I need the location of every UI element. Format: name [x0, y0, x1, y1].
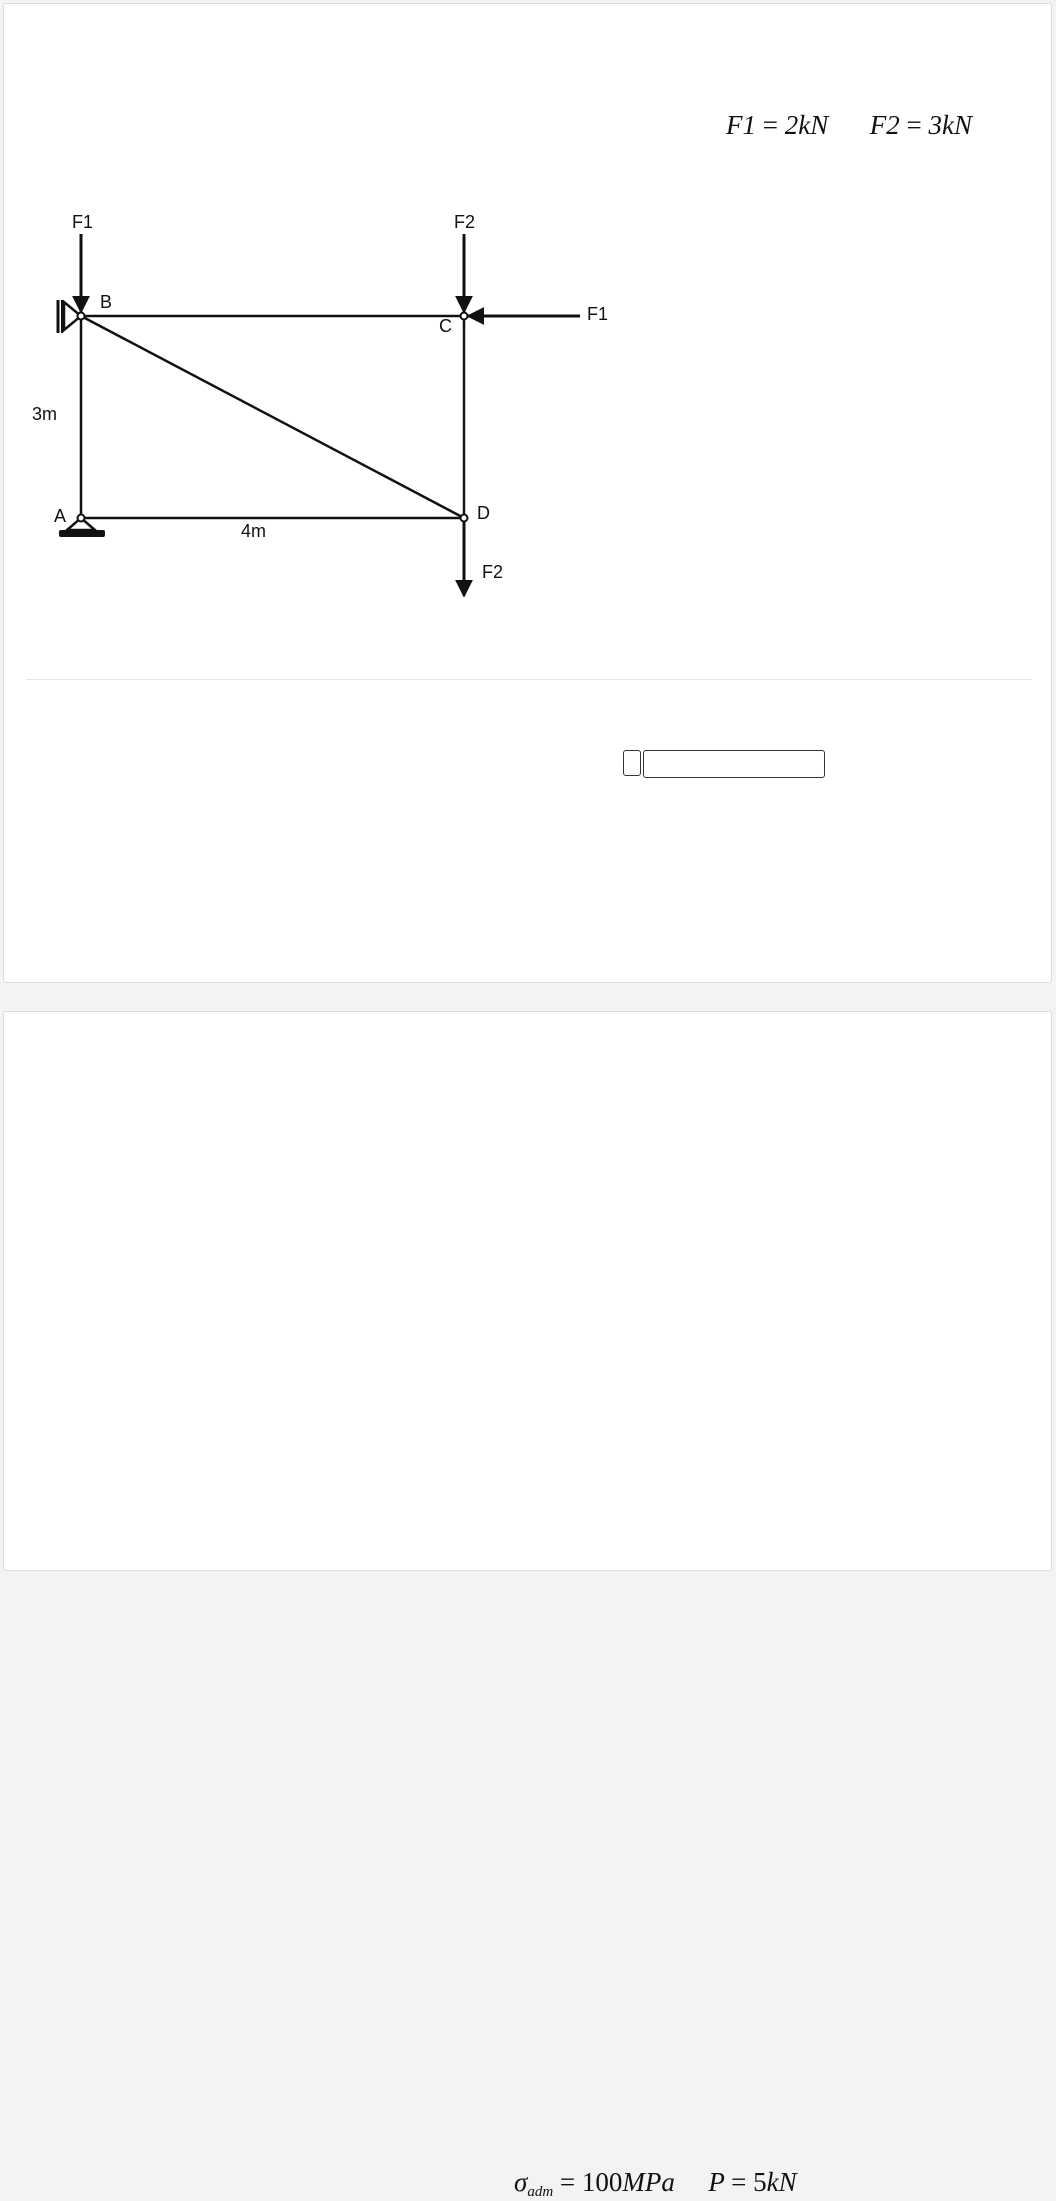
truss-members [81, 316, 464, 518]
problem-card-1 [3, 3, 1052, 983]
label-node-a: A [54, 506, 67, 526]
label-node-b: B [100, 292, 113, 312]
answer-widget [623, 750, 825, 778]
given-stress-load-equation: $\sigma_{adm} = 100MPa$ P = 5kN [514, 2167, 797, 2200]
label-f2-bottom: F2 [482, 562, 504, 582]
label-f1-right: F1 [587, 304, 609, 324]
joint-c [461, 313, 468, 320]
sigma-symbol: σ [514, 2167, 528, 2197]
sigma-value-number: 100 [581, 2167, 623, 2197]
joint-d [461, 515, 468, 522]
p-value-number: 5 [753, 2167, 767, 2197]
f2-value: 3kN [928, 110, 972, 140]
given-forces-equation: F1 = 2kN F2 = 3kN [726, 110, 972, 140]
joint-b [78, 313, 85, 320]
label-node-c: C [439, 316, 452, 336]
label-dimension-width: 4m [241, 521, 267, 541]
f1-symbol: F1 [726, 110, 756, 140]
joint-a [78, 515, 85, 522]
truss-diagram [4, 4, 1053, 664]
p-symbol: P [708, 2167, 725, 2197]
label-f1-top: F1 [72, 212, 94, 232]
p-value-unit: kN [766, 2167, 797, 2197]
section-divider [26, 679, 1032, 680]
sigma-subscript: adm [527, 2184, 554, 2200]
member-bd [81, 316, 464, 518]
problem-card-2 [3, 1011, 1052, 2200]
sigma-value-unit: MPa [622, 2167, 675, 2197]
label-node-d: D [477, 503, 490, 523]
label-f2-top: F2 [454, 212, 476, 232]
answer-checkbox[interactable] [623, 750, 641, 776]
f1-value: 2kN [784, 110, 829, 140]
answer-input[interactable] [643, 750, 825, 778]
f2-symbol: F2 [869, 110, 900, 140]
label-dimension-height: 3m [32, 404, 58, 424]
